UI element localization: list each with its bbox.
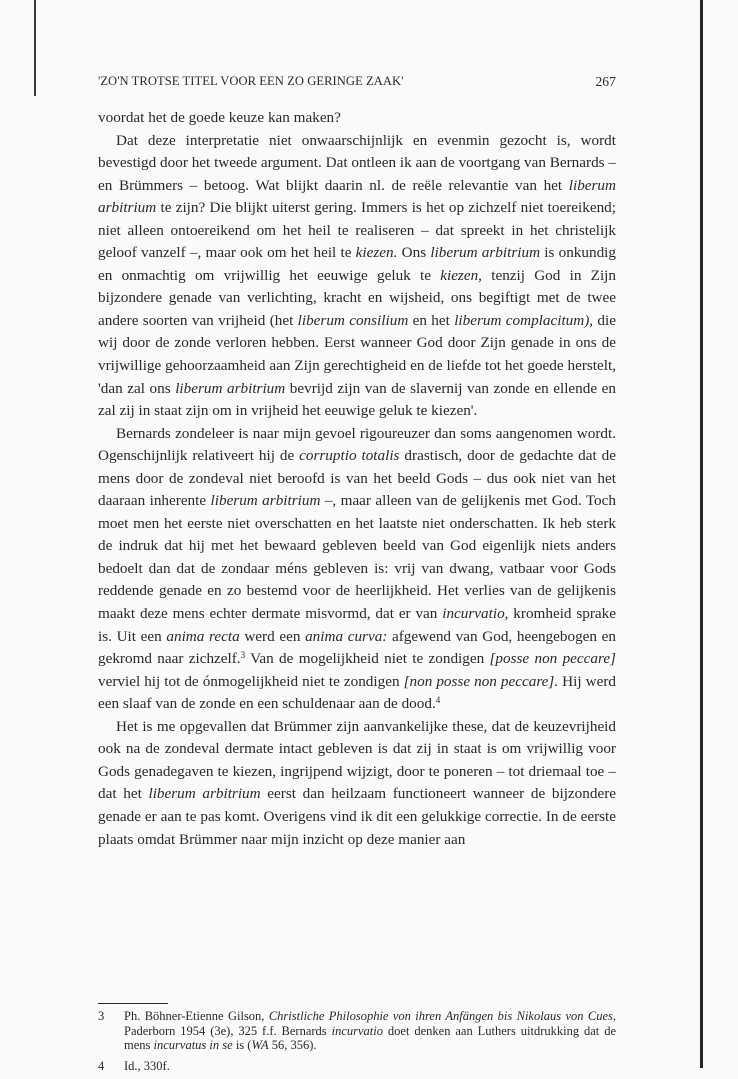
paragraph-1 bbox=[98, 107, 616, 130]
footnote-number: 4 bbox=[98, 1058, 105, 1073]
p1-text: voordat het de goede keuze kan maken? bbox=[98, 109, 341, 126]
p3-h: verviel hij tot de ónmogelijkheid niet te zondigen bbox=[98, 672, 404, 690]
p4-a: Het is me opgevallen dat Brümmer zijn aanvankelijke these, dat de keuzevrijheid ook na de zondeval dermate intact gebleven is dat zij in staat is om vrijwillig voor Gods genadegaven te kiezen, ingrijpend wijzigt, door te poneren – tot driemaal toe – dat het bbox=[98, 717, 616, 803]
footnote-number: 3 bbox=[98, 1009, 105, 1023]
footnote-4 bbox=[98, 1059, 616, 1074]
p3-g: Van de mogelijkheid niet te zondigen bbox=[245, 650, 490, 668]
p3-i7: [non posse non peccare]. bbox=[403, 672, 559, 690]
footnote-ref-3[interactable]: 3 bbox=[240, 650, 246, 661]
p3-f: afgewend van God, heengebogen en gekromd naar zichzelf. bbox=[98, 627, 616, 668]
p3-i4: anima recta bbox=[166, 627, 240, 645]
left-margin-rule bbox=[34, 0, 36, 96]
p2-e: tenzij God in Zijn bijzondere genade van verlichting, kracht en wijsheid, ons begiftigt met de twee andere soorten van vrijheid (het bbox=[98, 266, 616, 329]
p3-d: kromheid sprake is. Uit een bbox=[98, 605, 616, 645]
p2-i2: kiezen. bbox=[355, 244, 398, 262]
p3-i5: anima curva: bbox=[305, 627, 388, 645]
p3-i3: incurvatio, bbox=[442, 605, 509, 623]
p2-i3: liberum arbitrium bbox=[430, 244, 541, 262]
p3-i1: corruptio totalis bbox=[299, 447, 400, 465]
footnotes bbox=[98, 1009, 616, 1079]
footnote-separator bbox=[98, 1003, 168, 1004]
p2-i5: liberum consilium bbox=[297, 311, 409, 329]
body-text bbox=[98, 107, 616, 851]
fn3-d: is ( bbox=[232, 1038, 252, 1052]
p3-j: Hij werd een slaaf van de zonde en een schuldenaar aan de dood. bbox=[98, 672, 616, 713]
p4-b: eerst dan heilzaam functioneert wanneer de bijzondere genade er aan te pas komt. Overigens vind ik dit een gelukkige correctie. In de eerste plaats omdat Brümmer naar mijn inzicht op deze manier aan bbox=[98, 785, 616, 848]
p3-b: drastisch, door de gedachte dat de mens door de zondeval niet beroofd is van het beeld Gods – dus ook niet van het daaraan inherente bbox=[98, 447, 616, 510]
fn3-i1: Christliche Philosophie von ihren Anfängen bis Nikolaus von Cues, bbox=[268, 1009, 616, 1023]
p3-a: Bernards zondeleer is naar mijn gevoel rigoureuzer dan soms aangenomen wordt. Ogenschijnlijk relativeert hij de bbox=[98, 424, 616, 465]
fn3-i2: incurvatio bbox=[331, 1023, 383, 1038]
paragraph-2 bbox=[98, 130, 616, 423]
page-number: 267 bbox=[595, 74, 616, 89]
right-page-edge bbox=[700, 0, 703, 1068]
p2-b: te zijn? Die blijkt uiterst gering. Immers is het op zichzelf niet toereikend; niet alleen ontoereikend om het heil te realiseren – dat spreekt in het christelijk geloof vanzelf –, maar ook om het heil te bbox=[98, 199, 616, 262]
fn3-b: Paderborn 1954 (3e), 325 f.f. Bernards bbox=[124, 1023, 332, 1038]
footnote-ref-4[interactable]: 4 bbox=[435, 695, 441, 706]
fn4-a: Id., 330f. bbox=[124, 1058, 170, 1073]
fn3-c: doet denken aan Luthers uitdrukking dat de mens bbox=[124, 1023, 616, 1052]
p3-e: werd een bbox=[239, 627, 306, 645]
p4-i1: liberum arbitrium bbox=[148, 785, 261, 803]
running-title: 'ZO'N TROTSE TITEL VOOR EEN ZO GERINGE ZAAK' bbox=[98, 74, 404, 88]
fn3-e: 56, 356). bbox=[268, 1038, 317, 1052]
paragraph-4 bbox=[98, 716, 616, 851]
p3-c: –, maar alleen van de gelijkenis met God. Toch moet men het eerste niet overschatten en het laatste niet onderschatten. Ik heb sterk de indruk dat hij met het bewaard gebleven beeld van God eigenlijk niets anders bedoelt dan dat de zondaar méns gebleven is: vrij van dwang, vatbaar voor Gods reddende genade en zo bestemd voor de heerlijkheid. Het verlies van de gelijkenis maakt deze mens echter dermate misvormd, dat er van bbox=[98, 492, 616, 623]
p2-i1: liberum arbitrium bbox=[98, 176, 616, 217]
p2-i6: liberum complacitum), bbox=[454, 311, 594, 329]
p2-h: bevrijd zijn van de slavernij van zonde en ellende en zal zij in staat zijn om in vrijheid het eeuwige geluk te kiezen'. bbox=[98, 379, 616, 420]
fn3-a: Ph. Böhner-Etienne Gilson, bbox=[124, 1009, 269, 1023]
p2-i4: kiezen, bbox=[440, 266, 482, 284]
paragraph-3 bbox=[98, 423, 616, 716]
p3-i2: liberum arbitrium bbox=[210, 492, 321, 510]
p2-f: en het bbox=[408, 311, 455, 329]
p2-a: Dat deze interpretatie niet onwaarschijnlijk en evenmin gezocht is, wordt bevestigd door het tweede argument. Dat ontleen ik aan de voortgang van Bernards – en Brümmers – betoog. Wat blijkt daarin nl. de reële relevantie van het bbox=[98, 131, 616, 194]
fn3-i3: incurvatus in se bbox=[153, 1038, 233, 1052]
p2-i7: liberum arbitrium bbox=[175, 379, 286, 397]
footnote-3 bbox=[98, 1009, 616, 1053]
p2-c: Ons bbox=[397, 244, 431, 262]
fn3-i4: WA bbox=[251, 1038, 269, 1052]
p2-d: is onkundig en onmachtig om vrijwillig het eeuwige geluk te bbox=[98, 244, 616, 284]
p3-i6: [posse non peccare] bbox=[489, 650, 616, 668]
p2-g: die wij door de zonde verloren hebben. Eerst wanneer God door Zijn genade in ons de vrijwillige gehoorzaamheid aan Zijn gerechtigheid en de liefde tot het goede herstelt, 'dan zal ons bbox=[98, 311, 616, 397]
